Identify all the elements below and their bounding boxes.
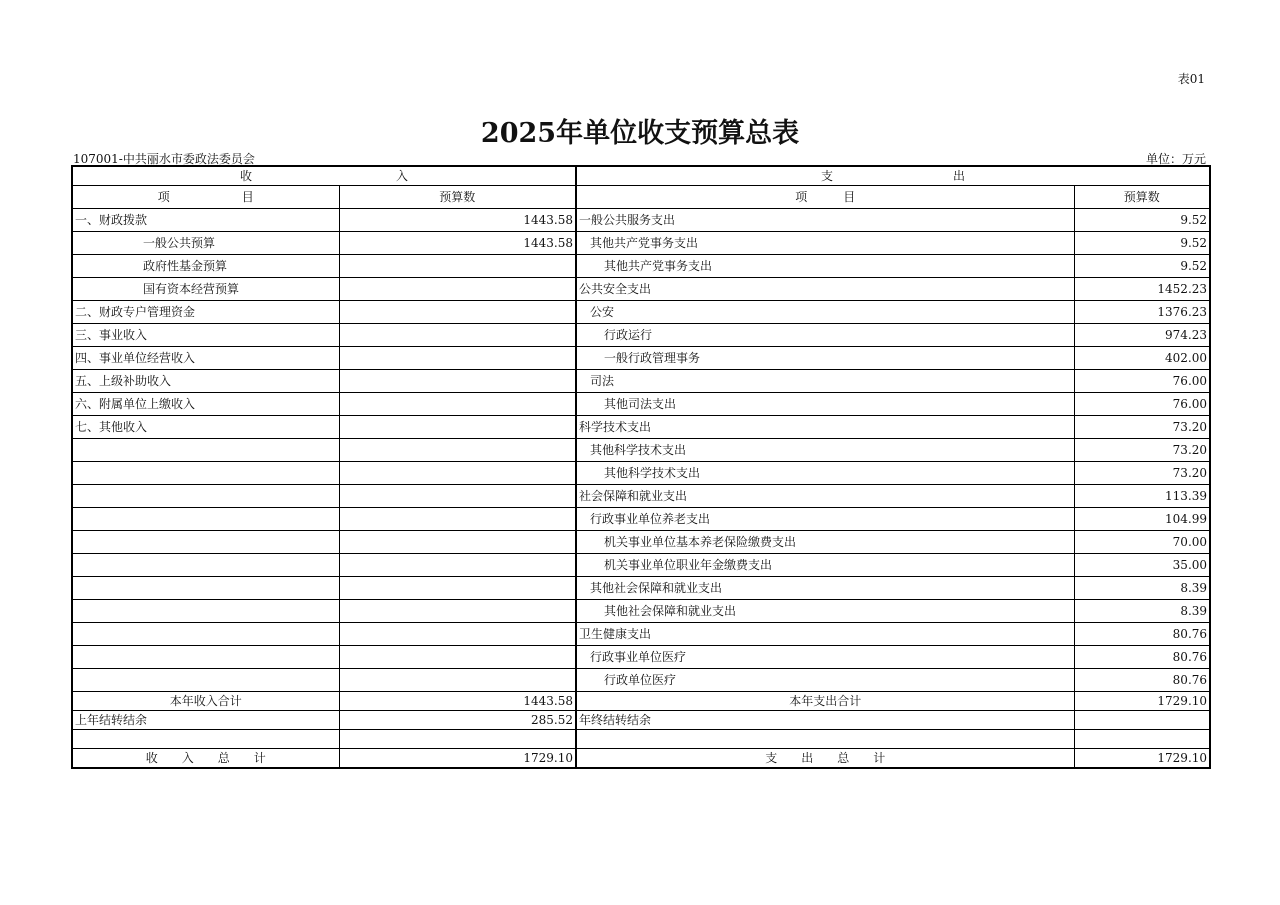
table-row	[72, 370, 1210, 393]
income-amount	[339, 531, 576, 554]
income-amount	[339, 370, 576, 393]
income-item	[72, 462, 339, 485]
form-code: 表01	[1177, 72, 1205, 86]
expense-amount: 80.76	[1074, 669, 1210, 692]
income-year-total-amount: 1443.58	[339, 692, 576, 711]
expense-amount: 402.00	[1074, 347, 1210, 370]
income-amount	[339, 347, 576, 370]
table-row	[72, 324, 1210, 347]
expense-amount: 9.52	[1074, 209, 1210, 232]
income-amount	[339, 669, 576, 692]
income-amount	[339, 577, 576, 600]
expense-item: 其他社会保障和就业支出	[576, 600, 1074, 623]
expense-amount: 104.99	[1074, 508, 1210, 531]
income-item	[72, 577, 339, 600]
expense-item: 机关事业单位基本养老保险缴费支出	[576, 531, 1074, 554]
unit-label: 单位：万元	[1145, 152, 1206, 166]
expense-item: 行政单位医疗	[576, 669, 1074, 692]
total-row	[72, 711, 1210, 730]
table-row	[72, 531, 1210, 554]
table-row	[72, 255, 1210, 278]
income-amount: 1443.58	[339, 209, 576, 232]
income-amount	[339, 554, 576, 577]
carry-out-amount	[1074, 711, 1210, 730]
table-row	[72, 508, 1210, 531]
table-row	[72, 623, 1210, 646]
income-item: 政府性基金预算	[72, 255, 339, 278]
total-row	[72, 730, 1210, 749]
income-amount	[339, 600, 576, 623]
expense-item: 科学技术支出	[576, 416, 1074, 439]
expense-amount: 8.39	[1074, 600, 1210, 623]
income-year-total-label: 本年收入合计	[72, 692, 339, 711]
table-row	[72, 577, 1210, 600]
income-amount	[339, 278, 576, 301]
empty-cell	[72, 730, 339, 749]
table-row	[72, 301, 1210, 324]
income-amount	[339, 255, 576, 278]
income-item	[72, 669, 339, 692]
header-amount-right: 预算数	[1074, 186, 1210, 209]
expense-amount: 974.23	[1074, 324, 1210, 347]
expense-item: 一般公共服务支出	[576, 209, 1074, 232]
income-item: 三、事业收入	[72, 324, 339, 347]
table-row	[72, 485, 1210, 508]
income-amount	[339, 485, 576, 508]
expense-item: 其他科学技术支出	[576, 462, 1074, 485]
expense-amount: 73.20	[1074, 416, 1210, 439]
table-row	[72, 232, 1210, 255]
expense-amount: 70.00	[1074, 531, 1210, 554]
organization-name: 107001-中共丽水市委政法委员会	[73, 152, 255, 166]
expense-item: 公安	[576, 301, 1074, 324]
income-item	[72, 623, 339, 646]
total-row	[72, 749, 1210, 769]
expense-amount: 35.00	[1074, 554, 1210, 577]
table-row	[72, 669, 1210, 692]
income-item	[72, 531, 339, 554]
expense-item: 其他科学技术支出	[576, 439, 1074, 462]
expense-item: 司法	[576, 370, 1074, 393]
empty-cell	[576, 730, 1074, 749]
income-item: 一般公共预算	[72, 232, 339, 255]
income-amount	[339, 324, 576, 347]
empty-cell	[1074, 730, 1210, 749]
expense-item: 其他共产党事务支出	[576, 255, 1074, 278]
table-row	[72, 646, 1210, 669]
income-amount	[339, 301, 576, 324]
income-item	[72, 485, 339, 508]
expense-amount: 1452.23	[1074, 278, 1210, 301]
expense-grand-total-amount: 1729.10	[1074, 749, 1210, 769]
table-row	[72, 347, 1210, 370]
income-amount	[339, 439, 576, 462]
expense-item: 其他社会保障和就业支出	[576, 577, 1074, 600]
income-amount	[339, 623, 576, 646]
income-item: 二、财政专户管理资金	[72, 301, 339, 324]
expense-amount: 113.39	[1074, 485, 1210, 508]
expense-item: 公共安全支出	[576, 278, 1074, 301]
header-row-columns	[72, 186, 1210, 209]
income-item: 五、上级补助收入	[72, 370, 339, 393]
table-row	[72, 416, 1210, 439]
expense-item: 其他司法支出	[576, 393, 1074, 416]
carry-out-label: 年终结转结余	[576, 711, 1074, 730]
income-amount	[339, 416, 576, 439]
expense-amount: 8.39	[1074, 577, 1210, 600]
table-row	[72, 393, 1210, 416]
income-amount	[339, 462, 576, 485]
header-income: 收 入	[72, 166, 576, 186]
income-item	[72, 554, 339, 577]
expense-item: 一般行政管理事务	[576, 347, 1074, 370]
expense-item: 社会保障和就业支出	[576, 485, 1074, 508]
income-amount: 1443.58	[339, 232, 576, 255]
carry-in-label: 上年结转结余	[72, 711, 339, 730]
header-expense: 支 出	[576, 166, 1210, 186]
expense-item: 行政运行	[576, 324, 1074, 347]
table-row	[72, 439, 1210, 462]
expense-amount: 9.52	[1074, 255, 1210, 278]
income-grand-total-label: 收 入 总 计	[72, 749, 339, 769]
header-item-left: 项 目	[72, 186, 339, 209]
income-amount	[339, 646, 576, 669]
table-row	[72, 278, 1210, 301]
header-row-group	[72, 166, 1210, 186]
expense-item: 机关事业单位职业年金缴费支出	[576, 554, 1074, 577]
expense-item: 其他共产党事务支出	[576, 232, 1074, 255]
income-item: 国有资本经营预算	[72, 278, 339, 301]
empty-cell	[339, 730, 576, 749]
expense-grand-total-label: 支 出 总 计	[576, 749, 1074, 769]
expense-item: 行政事业单位医疗	[576, 646, 1074, 669]
income-item	[72, 600, 339, 623]
expense-year-total-amount: 1729.10	[1074, 692, 1210, 711]
expense-amount: 73.20	[1074, 462, 1210, 485]
income-amount	[339, 508, 576, 531]
income-amount	[339, 393, 576, 416]
income-item	[72, 508, 339, 531]
expense-amount: 80.76	[1074, 646, 1210, 669]
table-row	[72, 600, 1210, 623]
expense-item: 卫生健康支出	[576, 623, 1074, 646]
expense-amount: 76.00	[1074, 370, 1210, 393]
header-item-right: 项 目	[576, 186, 1074, 209]
header-amount-left: 预算数	[339, 186, 576, 209]
total-row	[72, 692, 1210, 711]
expense-year-total-label: 本年支出合计	[576, 692, 1074, 711]
expense-amount: 73.20	[1074, 439, 1210, 462]
income-item	[72, 439, 339, 462]
expense-amount: 1376.23	[1074, 301, 1210, 324]
table-row	[72, 462, 1210, 485]
income-item	[72, 646, 339, 669]
budget-table	[71, 165, 1211, 769]
income-item: 六、附属单位上缴收入	[72, 393, 339, 416]
expense-amount: 80.76	[1074, 623, 1210, 646]
page-title: 2025年单位收支预算总表	[480, 118, 800, 149]
table-row	[72, 554, 1210, 577]
income-item: 四、事业单位经营收入	[72, 347, 339, 370]
income-item: 一、财政拨款	[72, 209, 339, 232]
income-item: 七、其他收入	[72, 416, 339, 439]
table-row	[72, 209, 1210, 232]
expense-amount: 9.52	[1074, 232, 1210, 255]
expense-amount: 76.00	[1074, 393, 1210, 416]
expense-item: 行政事业单位养老支出	[576, 508, 1074, 531]
income-grand-total-amount: 1729.10	[339, 749, 576, 769]
carry-in-amount: 285.52	[339, 711, 576, 730]
